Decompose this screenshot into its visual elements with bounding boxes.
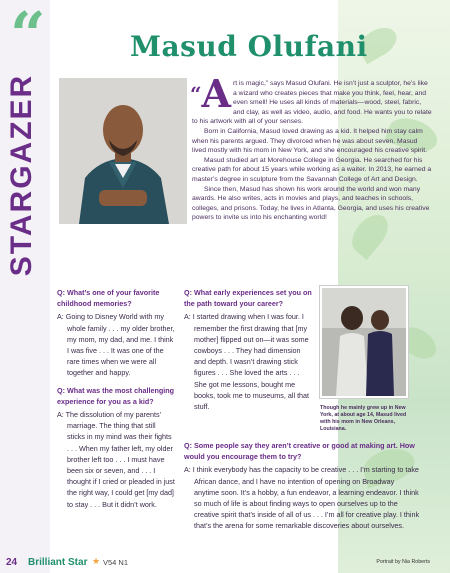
question: Q: What was the most challenging experience for you as a kid? <box>57 385 175 406</box>
section-title: STARGAZER <box>5 73 39 277</box>
qa-column-middle <box>184 287 312 418</box>
portrait-photo <box>59 78 187 224</box>
photo-credit: Portrait by Nia Roberts <box>376 559 430 565</box>
question: Q: What early experiences set you on the path toward your career? <box>184 288 312 309</box>
page-title: Masud Olufani <box>130 30 368 63</box>
quote-mark-icon: “ <box>10 0 42 71</box>
magazine-title: Brilliant Star <box>28 557 88 568</box>
answer: A: I started drawing when I was four. I remember the first drawing that [my mother] flipped out on—it was some cowboys . . . They had dimension and depth. I wasn’t drawing stick figures . . . She loved the arts . . . She got me lessons, bought me books, took me to museums, all that stuff. <box>184 312 310 412</box>
intro-paragraph: Born in California, Masud loved drawing as a kid. It helped him stay calm when his parents argued. They divorced when he was about seven. Masud lived mostly with his mom in New York, and she encouraged his creative spirit. <box>192 127 427 155</box>
answer: A: The dissolution of my parents’ marriage. The thing that still sticks in my mind was their fights . . . When my father left, my older brother left too . . . I must have been six or seven, and . . . I thought if I cried or pleaded in just the right way, I could get [my dad] to stay . . . But it didn’t work. <box>57 410 175 509</box>
page-footer <box>0 553 450 573</box>
question: Q: What’s one of your favorite childhood memories? <box>57 288 160 309</box>
intro-paragraph: rt is magic,” says Masud Olufani. He isn’t just a sculptor, he’s like a wizard who creates pieces that make you think, feel, hear, and even smell! He uses all kinds of materials—wood, steel, fabric, and clay, as well as video, audio, and food. He wants you to relate to his artwork with all of your senses. <box>192 80 432 126</box>
answer: A: Going to Disney World with my whole family . . . my older brother, my mom, my dad, and me. I think I was five . . . It was one of the rare times when we were all together and happy. <box>57 312 175 378</box>
volume-label: V54 N1 <box>103 558 129 567</box>
intro-text <box>190 71 432 223</box>
intro-paragraph: Since then, Masud has shown his work around the world and won many awards. He also writes, acts in movies and plays, and teaches in schools, colleges, and prisons. Today, he lives in Atlanta, Georgia, and uses his creative powers to invite us into his enchanting world! <box>192 185 430 222</box>
question: Q: Some people say they aren’t creative or good at making art. How would you encourage them to try? <box>184 441 415 462</box>
star-icon: ★ <box>92 556 101 566</box>
childhood-photo <box>320 286 408 398</box>
page-number: 24 <box>6 557 18 568</box>
qa-bottom <box>184 440 420 538</box>
photo-caption: Though he mainly grew up in New York, at about age 14, Masud lived with his mom in New Orleans, Louisiana. <box>320 405 407 432</box>
drop-cap: “A <box>190 71 231 116</box>
qa-column-left <box>57 287 175 516</box>
intro-paragraph: Masud studied art at Morehouse College in Georgia. He searched for his creative path for about 15 years while working as a waiter. In 2013, he earned a master’s degree in sculpture from the Savannah College of Art and Design. <box>192 156 432 183</box>
answer: A: I think everybody has the capacity to be creative . . . I’m starting to take African dance, and I have no intention of opening on Broadway anytime soon. It’s a hobby, a fun endeavor, a learning endeavor. I think so much of life is about finding ways to open ourselves up to the creative spirit that’s inside of all of us . . . I’m all for creative play. I think that’s the arena for some remarkable discoveries about ourselves. <box>184 465 420 531</box>
